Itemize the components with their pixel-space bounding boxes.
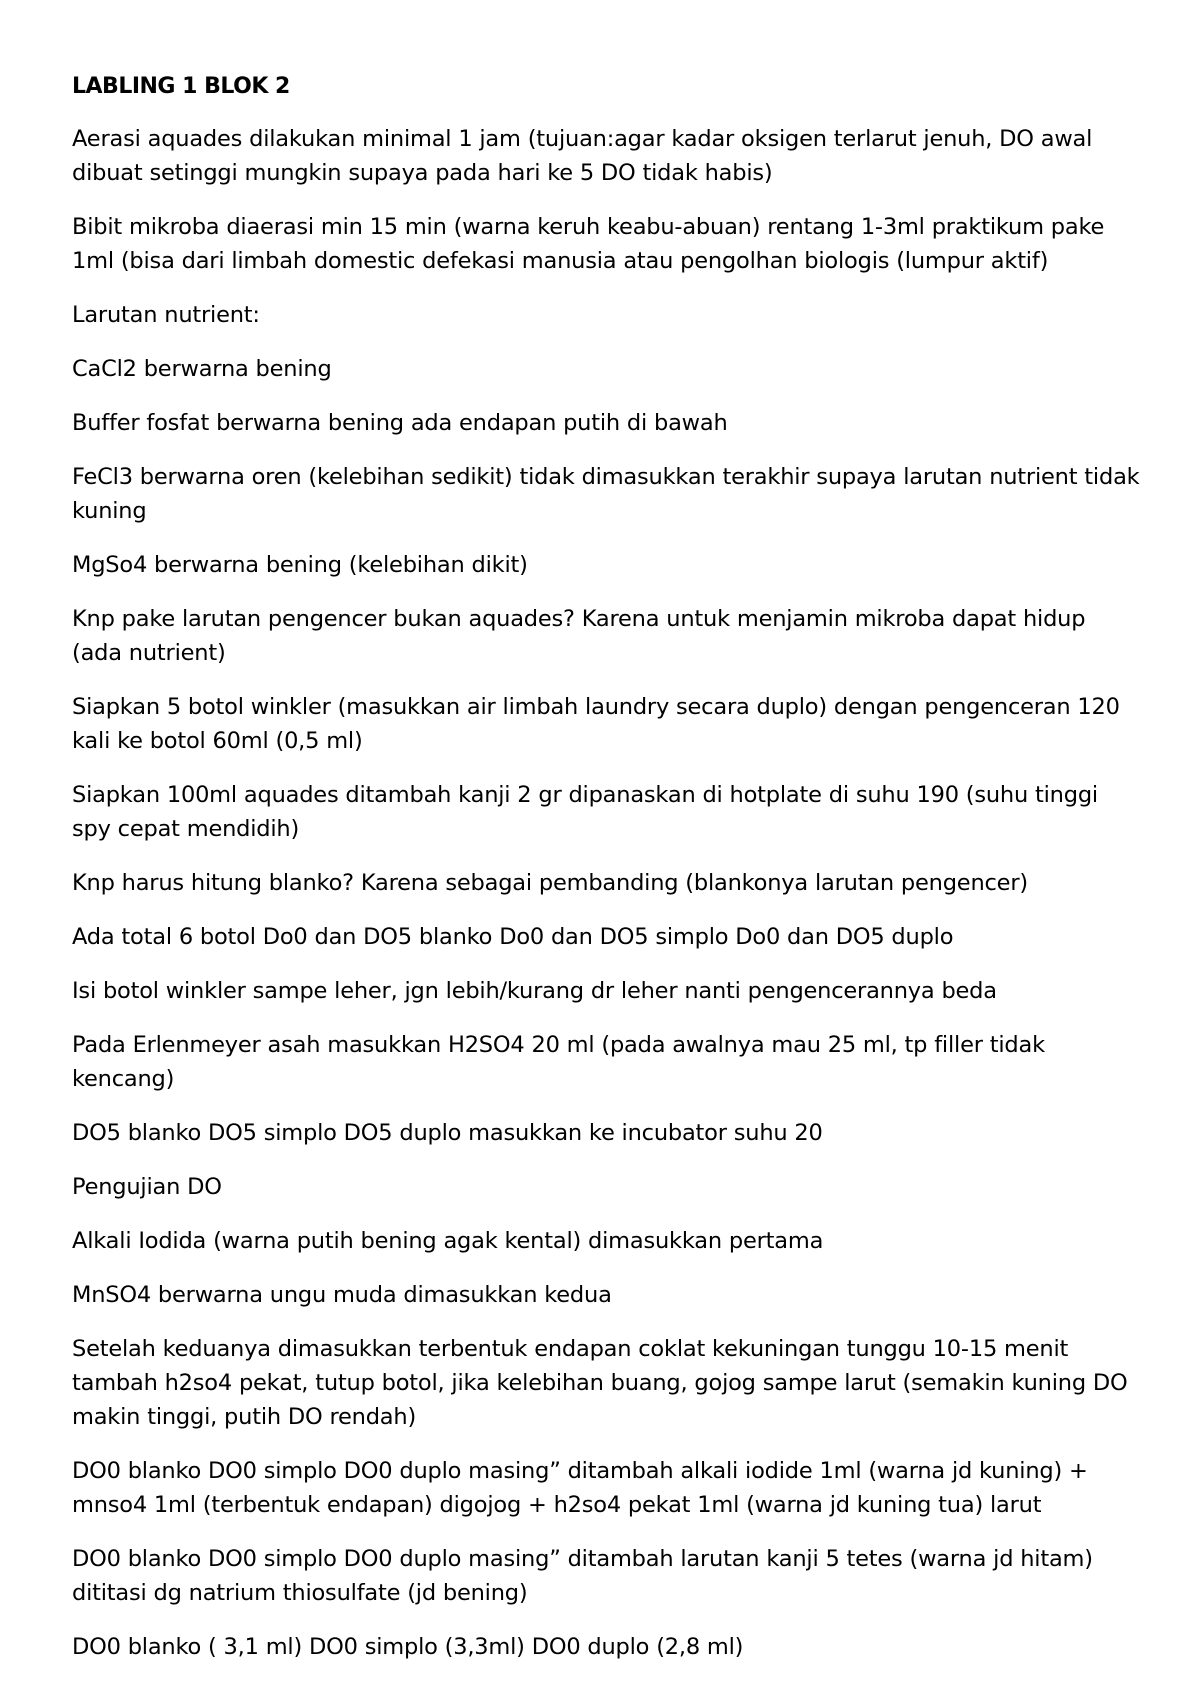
paragraph-do0-kanji: DO0 blanko DO0 simplo DO0 duplo masing” ditambah larutan kanji 5 tetes (warna jd hitam) dititasi dg natrium thiosulfate (jd bening) [72, 1546, 1093, 1606]
paragraph-erlenmeyer: Pada Erlenmeyer asah masukkan H2SO4 20 ml (pada awalnya mau 25 ml, tp filler tidak kencang) [72, 1032, 1045, 1092]
paragraph-mnso4: MnSO4 berwarna ungu muda dimasukkan kedua [72, 1282, 612, 1308]
paragraph-buffer-fosfat: Buffer fosfat berwarna bening ada endapan putih di bawah [72, 410, 728, 436]
document-title: LABLING 1 BLOK 2 [72, 74, 290, 99]
paragraph-bibit-mikroba: Bibit mikroba diaerasi min 15 min (warna keruh keabu-abuan) rentang 1-3ml praktikum pake 1ml (bisa dari limbah domestic defekasi manusia atau pengolhan biologis (lumpur aktif) [72, 214, 1105, 274]
document-body [72, 70, 1142, 1684]
paragraph-botol-winkler: Siapkan 5 botol winkler (masukkan air limbah laundry secara duplo) dengan pengenceran 120 kali ke botol 60ml (0,5 ml) [72, 694, 1120, 754]
paragraph-pengujian-do: Pengujian DO [72, 1174, 222, 1200]
paragraph-alkali-iodida: Alkali Iodida (warna putih bening agak kental) dimasukkan pertama [72, 1228, 824, 1254]
paragraph-do0-alkali: DO0 blanko DO0 simplo DO0 duplo masing” ditambah alkali iodide 1ml (warna jd kuning) + mnso4 1ml (terbentuk endapan) digojog + h2so4 pekat 1ml (warna jd kuning tua) larut [72, 1458, 1088, 1518]
paragraph-kanji: Siapkan 100ml aquades ditambah kanji 2 gr dipanaskan di hotplate di suhu 190 (suhu tinggi spy cepat mendidih) [72, 782, 1098, 842]
paragraph-incubator: DO5 blanko DO5 simplo DO5 duplo masukkan ke incubator suhu 20 [72, 1120, 823, 1146]
paragraph-aerasi-aquades: Aerasi aquades dilakukan minimal 1 jam (tujuan:agar kadar oksigen terlarut jenuh, DO awal dibuat setinggi mungkin supaya pada hari ke 5 DO tidak habis) [72, 126, 1093, 186]
paragraph-endapan: Setelah keduanya dimasukkan terbentuk endapan coklat kekuningan tunggu 10-15 menit tambah h2so4 pekat, tutup botol, jika kelebihan buang, gojog sampe larut (semakin kuning DO makin tinggi, putih DO rendah) [72, 1336, 1128, 1430]
paragraph-larutan-nutrient: Larutan nutrient: [72, 302, 260, 328]
paragraph-blanko: Knp harus hitung blanko? Karena sebagai pembanding (blankonya larutan pengencer) [72, 870, 1028, 896]
paragraph-do0-results: DO0 blanko ( 3,1 ml) DO0 simplo (3,3ml) DO0 duplo (2,8 ml) [72, 1634, 744, 1660]
paragraph-knp-pengencer: Knp pake larutan pengencer bukan aquades? Karena untuk menjamin mikroba dapat hidup (ada nutrient) [72, 606, 1086, 666]
paragraph-mgso4: MgSo4 berwarna bening (kelebihan dikit) [72, 552, 528, 578]
paragraph-fecl3: FeCl3 berwarna oren (kelebihan sedikit) tidak dimasukkan terakhir supaya larutan nutrient tidak kuning [72, 464, 1140, 524]
paragraph-total-botol: Ada total 6 botol Do0 dan DO5 blanko Do0 dan DO5 simplo Do0 dan DO5 duplo [72, 924, 954, 950]
paragraph-isi-botol: Isi botol winkler sampe leher, jgn lebih/kurang dr leher nanti pengencerannya beda [72, 978, 997, 1004]
paragraph-cacl2: CaCl2 berwarna bening [72, 356, 332, 382]
